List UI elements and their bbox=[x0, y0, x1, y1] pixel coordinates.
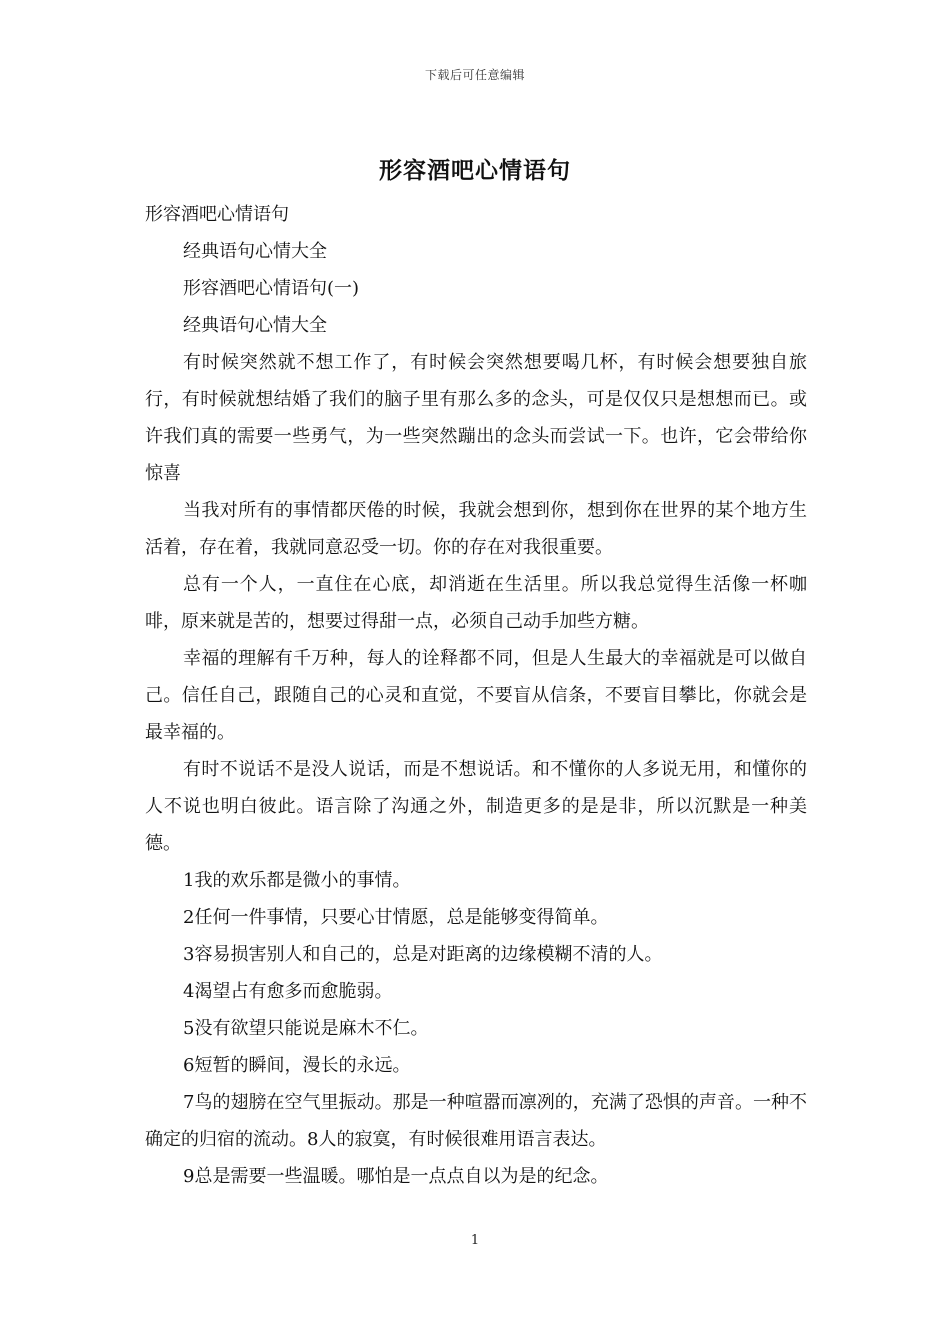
list-item: 5没有欲望只能说是麻木不仁。 bbox=[183, 1018, 429, 1039]
page-header-note: 下载后可任意编辑 bbox=[424, 68, 525, 82]
list-item: 4渴望占有愈多而愈脆弱。 bbox=[183, 981, 393, 1002]
body-paragraph: 形容酒吧心情语句 bbox=[145, 204, 289, 225]
document-body bbox=[145, 196, 807, 1195]
list-item: 7鸟的翅膀在空气里振动。那是一种喧嚣而凛冽的，充满了恐惧的声音。一种不确定的归宿的流动。8人的寂寞，有时候很难用语言表达。 bbox=[145, 1092, 807, 1150]
body-paragraph: 当我对所有的事情都厌倦的时候，我就会想到你，想到你在世界的某个地方生活着，存在着，我就同意忍受一切。你的存在对我很重要。 bbox=[145, 500, 807, 558]
list-item: 2任何一件事情，只要心甘情愿，总是能够变得简单。 bbox=[183, 907, 609, 928]
body-paragraph: 经典语句心情大全 bbox=[183, 241, 327, 262]
body-paragraph: 有时不说话不是没人说话，而是不想说话。和不懂你的人多说无用，和懂你的人不说也明白彼此。语言除了沟通之外，制造更多的是是非，所以沉默是一种美德。 bbox=[145, 759, 807, 854]
body-paragraph: 幸福的理解有千万种，每人的诠释都不同，但是人生最大的幸福就是可以做自己。信任自己，跟随自己的心灵和直觉，不要盲从信条，不要盲目攀比，你就会是最幸福的。 bbox=[145, 648, 807, 743]
document-title: 形容酒吧心情语句 bbox=[379, 157, 571, 184]
list-item: 9总是需要一些温暖。哪怕是一点点自以为是的纪念。 bbox=[183, 1166, 609, 1187]
body-paragraph: 形容酒吧心情语句(一) bbox=[183, 278, 360, 299]
page-number: 1 bbox=[470, 1233, 480, 1248]
list-item: 3容易损害别人和自己的，总是对距离的边缘模糊不清的人。 bbox=[183, 944, 663, 965]
body-paragraph: 有时候突然就不想工作了，有时候会突然想要喝几杯，有时候会想要独自旅行，有时候就想结婚了我们的脑子里有那么多的念头，可是仅仅只是想想而已。或许我们真的需要一些勇气，为一些突然蹦出的念头而尝试一下。也许，它会带给你惊喜 bbox=[145, 352, 807, 484]
list-item: 6短暂的瞬间，漫长的永远。 bbox=[183, 1055, 411, 1076]
body-paragraph: 经典语句心情大全 bbox=[183, 315, 327, 336]
body-paragraph: 总有一个人，一直住在心底，却消逝在生活里。所以我总觉得生活像一杯咖啡，原来就是苦的，想要过得甜一点，必须自己动手加些方糖。 bbox=[145, 574, 807, 632]
list-item: 1我的欢乐都是微小的事情。 bbox=[183, 870, 411, 891]
